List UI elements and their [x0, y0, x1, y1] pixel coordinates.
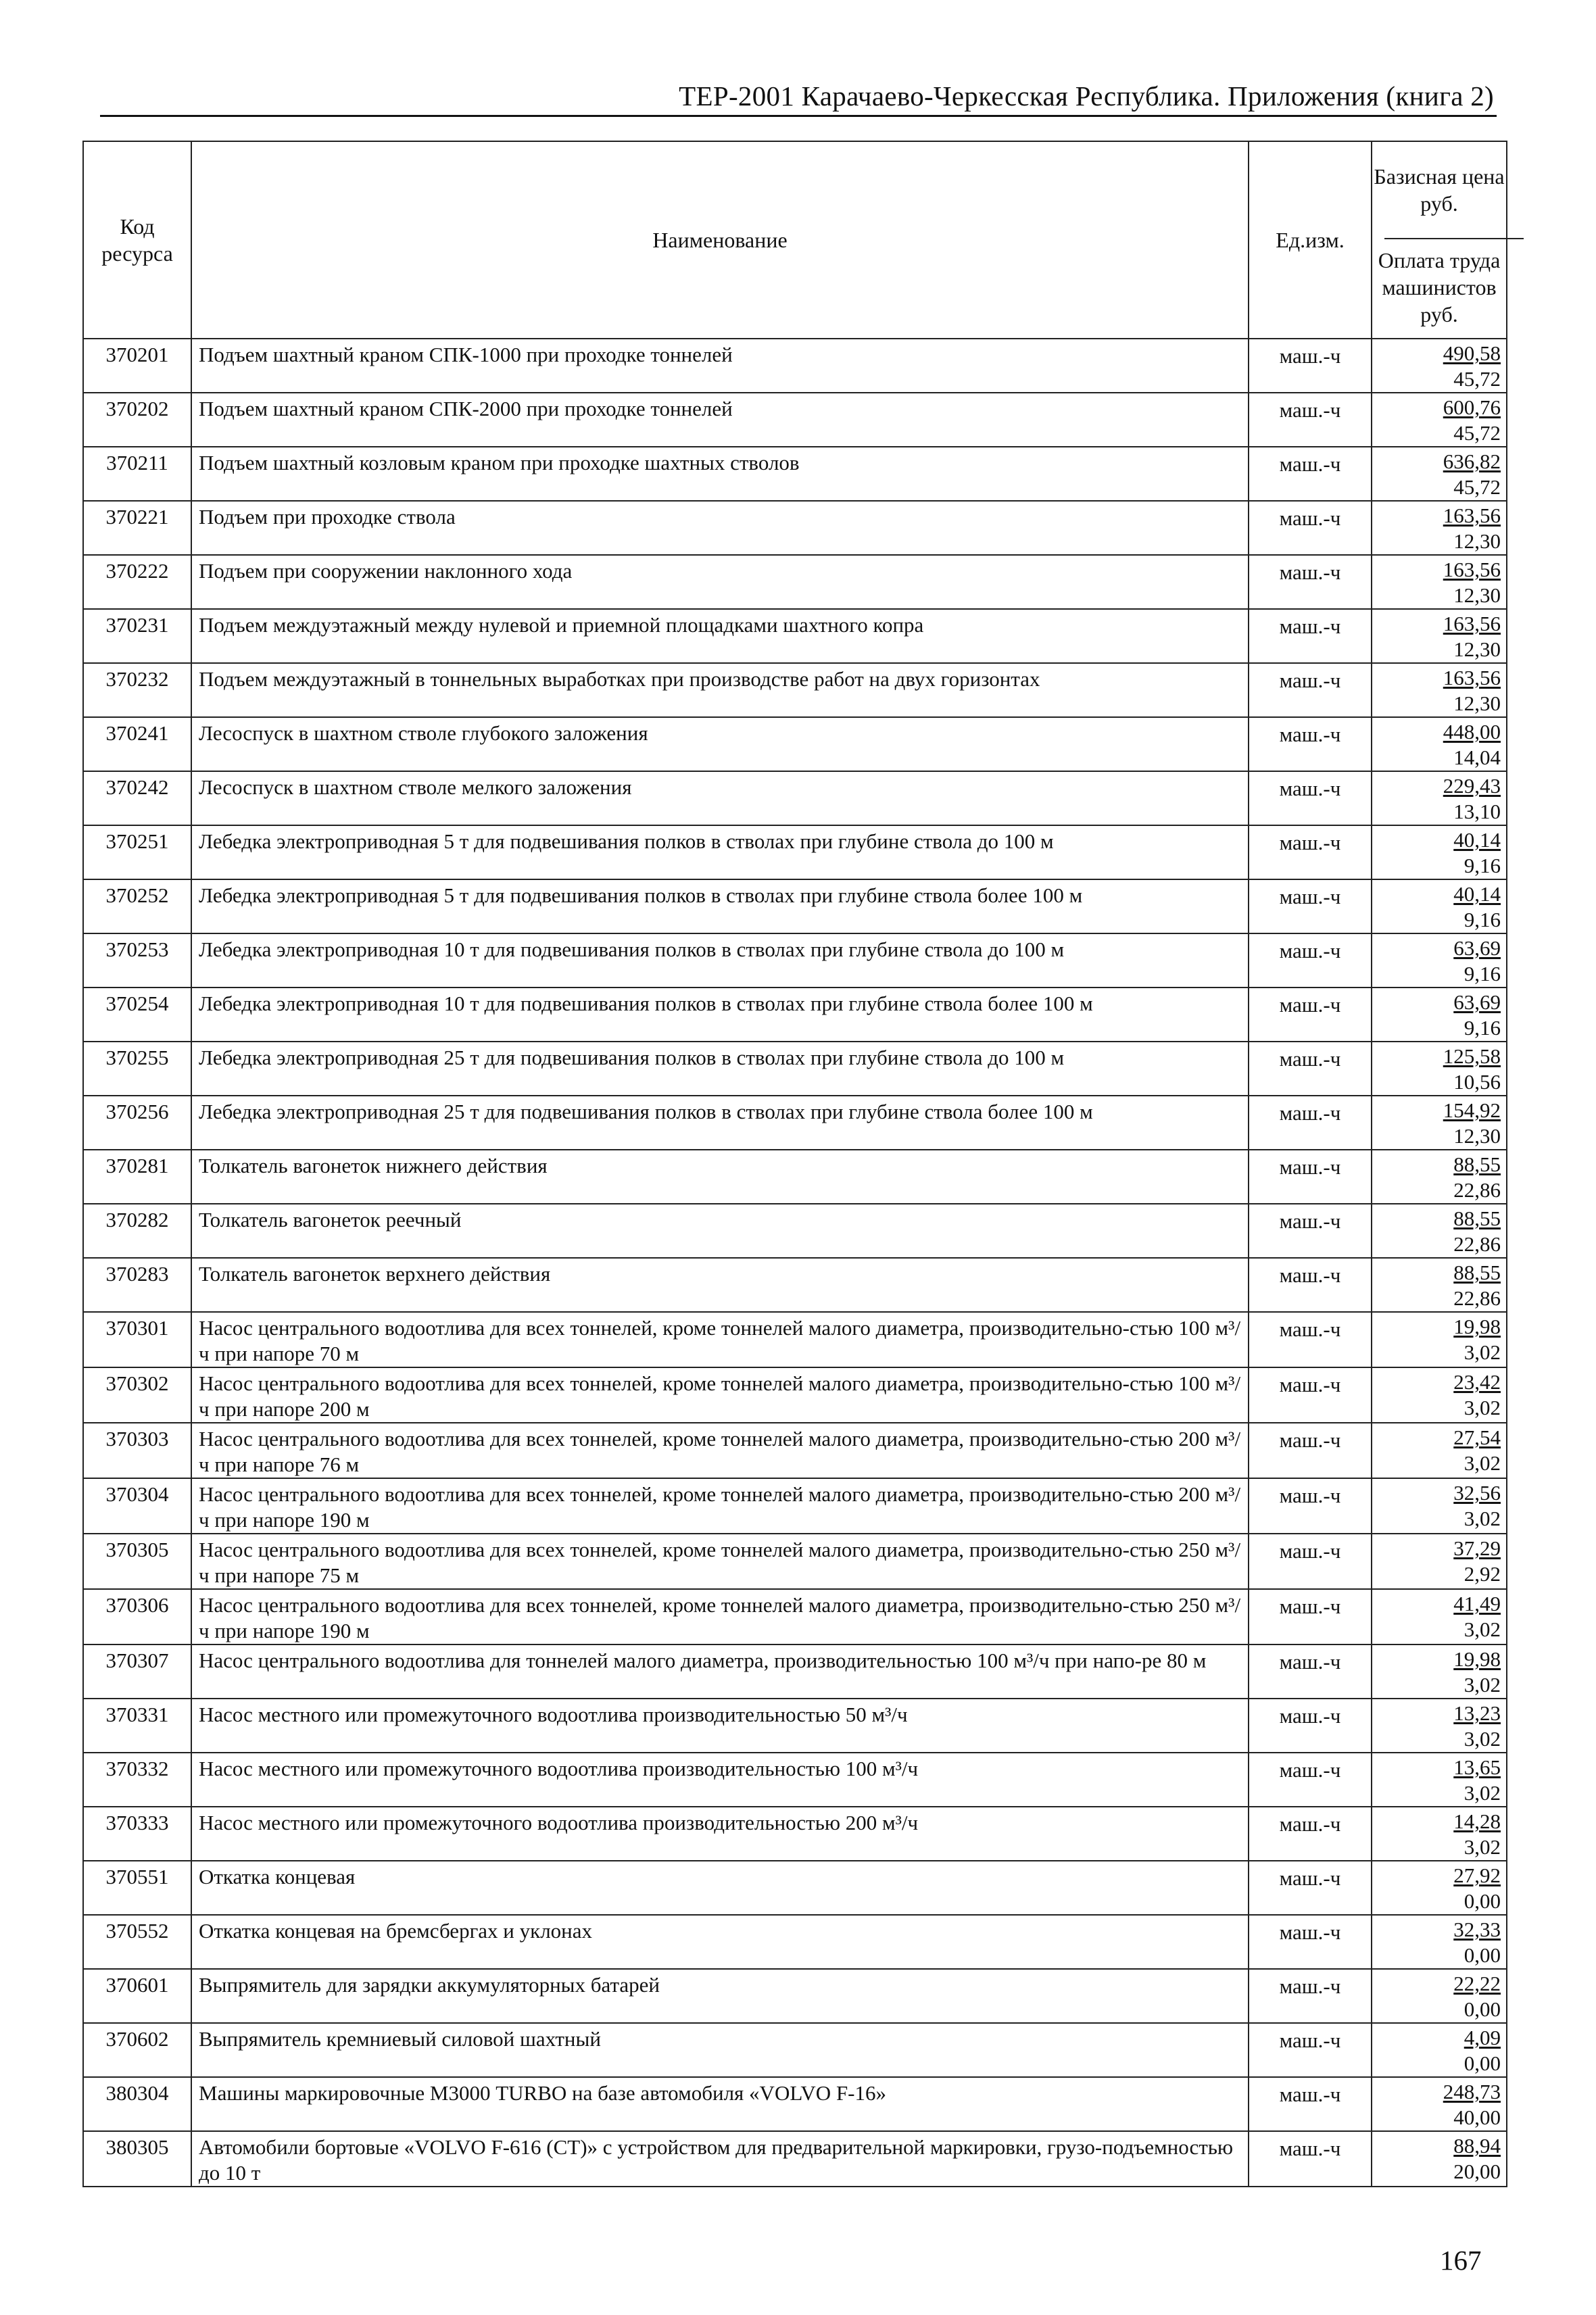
operator-wage: 22,86	[1453, 1286, 1501, 1310]
table-row	[83, 2023, 1507, 2077]
resource-code: 370221	[83, 501, 191, 555]
resource-name: Лебедка электроприводная 10 т для подвешивания полков в стволах при глубине ствола более 100 м	[191, 988, 1249, 1042]
table-row	[83, 447, 1507, 501]
operator-wage: 12,30	[1453, 583, 1501, 607]
operator-wage: 0,00	[1464, 1889, 1501, 1913]
base-price: 163,56	[1443, 612, 1501, 635]
operator-wage: 13,10	[1453, 800, 1501, 823]
resource-code: 370333	[83, 1807, 191, 1861]
resource-price-cell	[1372, 825, 1507, 879]
table-row	[83, 933, 1507, 988]
base-price: 88,55	[1453, 1207, 1501, 1230]
base-price: 88,94	[1453, 2134, 1501, 2158]
resource-unit: маш.-ч	[1249, 1699, 1372, 1753]
table-row	[83, 717, 1507, 771]
table-row	[83, 825, 1507, 879]
resource-unit: маш.-ч	[1249, 447, 1372, 501]
resource-unit: маш.-ч	[1249, 393, 1372, 447]
resource-name: Выпрямитель кремниевый силовой шахтный	[191, 2023, 1249, 2077]
resource-price-cell	[1372, 555, 1507, 609]
resource-code: 370252	[83, 879, 191, 933]
header-price-cell	[1372, 141, 1507, 339]
resource-name: Лесоспуск в шахтном стволе мелкого заложения	[191, 771, 1249, 825]
base-price: 163,56	[1443, 666, 1501, 689]
resource-price-cell	[1372, 1204, 1507, 1258]
resource-price-cell	[1372, 1534, 1507, 1589]
resource-price-cell	[1372, 988, 1507, 1042]
resource-code: 370282	[83, 1204, 191, 1258]
table-body	[83, 339, 1507, 2187]
resource-unit: маш.-ч	[1249, 2023, 1372, 2077]
resource-unit: маш.-ч	[1249, 1042, 1372, 1096]
operator-wage: 20,00	[1453, 2160, 1501, 2183]
operator-wage: 12,30	[1453, 637, 1501, 661]
table-row	[83, 1150, 1507, 1204]
operator-wage: 22,86	[1453, 1232, 1501, 1256]
resource-name: Подъем шахтный козловым краном при проходке шахтных стволов	[191, 447, 1249, 501]
resource-name: Насос центрального водоотлива для тоннелей малого диаметра, производительностью 100 м³/ч при напо-ре 80 м	[191, 1644, 1249, 1699]
base-price: 63,69	[1453, 990, 1501, 1014]
resource-price-cell	[1372, 771, 1507, 825]
resource-price-cell	[1372, 1478, 1507, 1534]
header-unit: Ед.изм.	[1249, 141, 1372, 339]
resource-code: 370602	[83, 2023, 191, 2077]
resource-price-cell	[1372, 1423, 1507, 1478]
resource-code: 370201	[83, 339, 191, 393]
resource-name: Машины маркировочные М3000 TURBO на базе автомобиля «VOLVO F-16»	[191, 2077, 1249, 2131]
resource-name: Лебедка электроприводная 25 т для подвешивания полков в стволах при глубине ствола более 100 м	[191, 1096, 1249, 1150]
resource-name: Выпрямитель для зарядки аккумуляторных батарей	[191, 1969, 1249, 2023]
operator-wage: 3,02	[1464, 1835, 1501, 1859]
resource-code: 370305	[83, 1534, 191, 1589]
resource-price-cell	[1372, 1589, 1507, 1644]
resource-name: Толкатель вагонеток реечный	[191, 1204, 1249, 1258]
operator-wage: 40,00	[1453, 2105, 1501, 2129]
resource-price-cell	[1372, 1915, 1507, 1969]
table-row	[83, 1969, 1507, 2023]
resource-name: Лебедка электроприводная 5 т для подвешивания полков в стволах при глубине ствола до 100 м	[191, 825, 1249, 879]
resource-code: 370601	[83, 1969, 191, 2023]
operator-wage: 0,00	[1464, 1997, 1501, 2021]
table-row	[83, 2131, 1507, 2187]
resource-unit: маш.-ч	[1249, 1150, 1372, 1204]
base-price: 248,73	[1443, 2080, 1501, 2103]
table-row	[83, 1312, 1507, 1367]
base-price: 163,56	[1443, 504, 1501, 527]
operator-wage: 45,72	[1453, 475, 1501, 499]
base-price: 32,56	[1453, 1481, 1501, 1505]
resource-name: Насос центрального водоотлива для всех тоннелей, кроме тоннелей малого диаметра, производительно-стью 100 м³/ч при напоре 200 м	[191, 1367, 1249, 1423]
resource-code: 380305	[83, 2131, 191, 2187]
resource-name: Насос центрального водоотлива для всех тоннелей, кроме тоннелей малого диаметра, производительно-стью 250 м³/ч при напоре 75 м	[191, 1534, 1249, 1589]
operator-wage: 3,02	[1464, 1340, 1501, 1364]
header-price: Базисная цена руб.	[1374, 164, 1505, 216]
table-row	[83, 1915, 1507, 1969]
resource-code: 370552	[83, 1915, 191, 1969]
resource-unit: маш.-ч	[1249, 1478, 1372, 1534]
resource-unit: маш.-ч	[1249, 1753, 1372, 1807]
resource-unit: маш.-ч	[1249, 663, 1372, 717]
base-price: 636,82	[1443, 449, 1501, 473]
resource-name: Насос центрального водоотлива для всех тоннелей, кроме тоннелей малого диаметра, производительно-стью 200 м³/ч при напоре 76 м	[191, 1423, 1249, 1478]
resource-name: Насос местного или промежуточного водоотлива производительностью 200 м³/ч	[191, 1807, 1249, 1861]
resource-name: Насос местного или промежуточного водоотлива производительностью 100 м³/ч	[191, 1753, 1249, 1807]
operator-wage: 9,16	[1464, 908, 1501, 931]
base-price: 4,09	[1464, 2026, 1501, 2049]
resource-code: 370202	[83, 393, 191, 447]
resource-name: Насос центрального водоотлива для всех тоннелей, кроме тоннелей малого диаметра, производительно-стью 100 м³/ч при напоре 70 м	[191, 1312, 1249, 1367]
base-price: 27,92	[1453, 1863, 1501, 1887]
base-price: 19,98	[1453, 1315, 1501, 1338]
resource-unit: маш.-ч	[1249, 609, 1372, 663]
base-price: 448,00	[1443, 720, 1501, 744]
resource-code: 370256	[83, 1096, 191, 1150]
resource-name: Подъем междуэтажный между нулевой и приемной площадками шахтного копра	[191, 609, 1249, 663]
base-price: 14,28	[1453, 1809, 1501, 1833]
resource-unit: маш.-ч	[1249, 1644, 1372, 1699]
resource-unit: маш.-ч	[1249, 988, 1372, 1042]
resource-unit: маш.-ч	[1249, 1861, 1372, 1915]
resource-price-cell	[1372, 1861, 1507, 1915]
resource-name: Насос центрального водоотлива для всех тоннелей, кроме тоннелей малого диаметра, производительно-стью 200 м³/ч при напоре 190 м	[191, 1478, 1249, 1534]
table-row	[83, 609, 1507, 663]
resource-name: Насос центрального водоотлива для всех тоннелей, кроме тоннелей малого диаметра, производительно-стью 250 м³/ч при напоре 190 м	[191, 1589, 1249, 1644]
base-price: 229,43	[1443, 774, 1501, 798]
table-row	[83, 1644, 1507, 1699]
resource-unit: маш.-ч	[1249, 1204, 1372, 1258]
resource-code: 370242	[83, 771, 191, 825]
resource-name: Толкатель вагонеток нижнего действия	[191, 1150, 1249, 1204]
base-price: 13,23	[1453, 1701, 1501, 1725]
resource-price-cell	[1372, 1258, 1507, 1312]
resource-price-cell	[1372, 933, 1507, 988]
table-row	[83, 1699, 1507, 1753]
resource-unit: маш.-ч	[1249, 1367, 1372, 1423]
table-row	[83, 1204, 1507, 1258]
resource-name: Автомобили бортовые «VOLVO F-616 (CT)» с устройством для предварительной маркировки, грузо-подъемностью до 10 т	[191, 2131, 1249, 2187]
operator-wage: 0,00	[1464, 1943, 1501, 1967]
resource-code: 370304	[83, 1478, 191, 1534]
base-price: 154,92	[1443, 1098, 1501, 1122]
operator-wage: 3,02	[1464, 1507, 1501, 1530]
resource-table	[82, 141, 1507, 2187]
operator-wage: 45,72	[1453, 421, 1501, 445]
resource-price-cell	[1372, 1753, 1507, 1807]
resource-price-cell	[1372, 2131, 1507, 2187]
resource-name: Откатка концевая на бремсбергах и уклонах	[191, 1915, 1249, 1969]
header-price-divider	[1384, 238, 1506, 239]
resource-code: 370231	[83, 609, 191, 663]
resource-price-cell	[1372, 717, 1507, 771]
base-price: 600,76	[1443, 395, 1501, 419]
base-price: 63,69	[1453, 936, 1501, 960]
resource-unit: маш.-ч	[1249, 933, 1372, 988]
operator-wage: 12,30	[1453, 1124, 1501, 1148]
resource-unit: маш.-ч	[1249, 1258, 1372, 1312]
resource-price-cell	[1372, 1042, 1507, 1096]
base-price: 490,58	[1443, 341, 1501, 365]
resource-code: 370281	[83, 1150, 191, 1204]
resource-price-cell	[1372, 1096, 1507, 1150]
resource-price-cell	[1372, 1644, 1507, 1699]
resource-price-cell	[1372, 447, 1507, 501]
table-row	[83, 1807, 1507, 1861]
table-row	[83, 1096, 1507, 1150]
base-price: 88,55	[1453, 1261, 1501, 1284]
base-price: 40,14	[1453, 828, 1501, 852]
header-wage: Оплата труда машинистов руб.	[1378, 248, 1501, 326]
resource-price-cell	[1372, 1367, 1507, 1423]
base-price: 32,33	[1453, 1918, 1501, 1941]
resource-name: Подъем междуэтажный в тоннельных выработках при производстве работ на двух горизонтах	[191, 663, 1249, 717]
running-head: ТЕР-2001 Карачаево-Черкесская Республика. Приложения (книга 2)	[679, 80, 1494, 112]
resource-code: 370255	[83, 1042, 191, 1096]
resource-code: 380304	[83, 2077, 191, 2131]
base-price: 23,42	[1453, 1370, 1501, 1394]
resource-code: 370251	[83, 825, 191, 879]
resource-price-cell	[1372, 339, 1507, 393]
resource-unit: маш.-ч	[1249, 825, 1372, 879]
resource-price-cell	[1372, 2023, 1507, 2077]
table-row	[83, 1861, 1507, 1915]
operator-wage: 22,86	[1453, 1178, 1501, 1202]
resource-unit: маш.-ч	[1249, 555, 1372, 609]
resource-unit: маш.-ч	[1249, 2077, 1372, 2131]
resource-name: Подъем шахтный краном СПК-2000 при проходке тоннелей	[191, 393, 1249, 447]
operator-wage: 45,72	[1453, 367, 1501, 391]
resource-price-cell	[1372, 663, 1507, 717]
table-row	[83, 501, 1507, 555]
operator-wage: 3,02	[1464, 1781, 1501, 1805]
resource-name: Подъем шахтный краном СПК-1000 при проходке тоннелей	[191, 339, 1249, 393]
base-price: 40,14	[1453, 882, 1501, 906]
operator-wage: 3,02	[1464, 1727, 1501, 1751]
table-row	[83, 1478, 1507, 1534]
resource-code: 370331	[83, 1699, 191, 1753]
resource-unit: маш.-ч	[1249, 1969, 1372, 2023]
resource-name: Лебедка электроприводная 10 т для подвешивания полков в стволах при глубине ствола до 100 м	[191, 933, 1249, 988]
resource-name: Лесоспуск в шахтном стволе глубокого заложения	[191, 717, 1249, 771]
resource-unit: маш.-ч	[1249, 1423, 1372, 1478]
resource-name: Откатка концевая	[191, 1861, 1249, 1915]
table-row	[83, 988, 1507, 1042]
resource-name: Подъем при проходке ствола	[191, 501, 1249, 555]
operator-wage: 0,00	[1464, 2051, 1501, 2075]
base-price: 41,49	[1453, 1592, 1501, 1615]
resource-unit: маш.-ч	[1249, 501, 1372, 555]
resource-unit: маш.-ч	[1249, 879, 1372, 933]
operator-wage: 3,02	[1464, 1451, 1501, 1475]
operator-wage: 3,02	[1464, 1396, 1501, 1419]
resource-price-cell	[1372, 879, 1507, 933]
base-price: 22,22	[1453, 1972, 1501, 1995]
resource-code: 370332	[83, 1753, 191, 1807]
table-row	[83, 771, 1507, 825]
resource-code: 370283	[83, 1258, 191, 1312]
resource-price-cell	[1372, 1150, 1507, 1204]
operator-wage: 3,02	[1464, 1673, 1501, 1697]
resource-name: Подъем при сооружении наклонного хода	[191, 555, 1249, 609]
table-row	[83, 393, 1507, 447]
table-row	[83, 879, 1507, 933]
resource-price-cell	[1372, 1969, 1507, 2023]
resource-name: Лебедка электроприводная 25 т для подвешивания полков в стволах при глубине ствола до 100 м	[191, 1042, 1249, 1096]
table-row	[83, 1753, 1507, 1807]
table-row	[83, 339, 1507, 393]
resource-code: 370211	[83, 447, 191, 501]
operator-wage: 10,56	[1453, 1070, 1501, 1094]
resource-code: 370253	[83, 933, 191, 988]
resource-code: 370307	[83, 1644, 191, 1699]
table-row	[83, 2077, 1507, 2131]
base-price: 37,29	[1453, 1536, 1501, 1560]
operator-wage: 12,30	[1453, 529, 1501, 553]
base-price: 163,56	[1443, 558, 1501, 581]
operator-wage: 12,30	[1453, 691, 1501, 715]
operator-wage: 9,16	[1464, 962, 1501, 985]
resource-code: 370302	[83, 1367, 191, 1423]
table-row	[83, 1367, 1507, 1423]
resource-code: 370232	[83, 663, 191, 717]
table-row	[83, 1042, 1507, 1096]
operator-wage: 9,16	[1464, 854, 1501, 877]
resource-unit: маш.-ч	[1249, 1589, 1372, 1644]
resource-unit: маш.-ч	[1249, 1807, 1372, 1861]
resource-price-cell	[1372, 393, 1507, 447]
resource-price-cell	[1372, 501, 1507, 555]
resource-price-cell	[1372, 1699, 1507, 1753]
operator-wage: 3,02	[1464, 1617, 1501, 1641]
resource-price-cell	[1372, 1312, 1507, 1367]
header-code: Код ресурса	[83, 141, 191, 339]
operator-wage: 9,16	[1464, 1016, 1501, 1040]
base-price: 27,54	[1453, 1425, 1501, 1449]
table-row	[83, 1258, 1507, 1312]
resource-code: 370254	[83, 988, 191, 1042]
operator-wage: 2,92	[1464, 1562, 1501, 1586]
resource-code: 370222	[83, 555, 191, 609]
resource-unit: маш.-ч	[1249, 339, 1372, 393]
resource-price-cell	[1372, 1807, 1507, 1861]
resource-name: Насос местного или промежуточного водоотлива производительностью 50 м³/ч	[191, 1699, 1249, 1753]
resource-code: 370551	[83, 1861, 191, 1915]
table-row	[83, 1534, 1507, 1589]
resource-unit: маш.-ч	[1249, 1096, 1372, 1150]
resource-unit: маш.-ч	[1249, 717, 1372, 771]
table-row	[83, 663, 1507, 717]
resource-unit: маш.-ч	[1249, 1534, 1372, 1589]
resource-code: 370241	[83, 717, 191, 771]
table-row	[83, 555, 1507, 609]
header-name: Наименование	[191, 141, 1249, 339]
page-number: 167	[1440, 2245, 1482, 2276]
resource-unit: маш.-ч	[1249, 1312, 1372, 1367]
operator-wage: 14,04	[1453, 746, 1501, 769]
table-row	[83, 1589, 1507, 1644]
base-price: 13,65	[1453, 1755, 1501, 1779]
table-row	[83, 1423, 1507, 1478]
resource-unit: маш.-ч	[1249, 2131, 1372, 2187]
base-price: 125,58	[1443, 1044, 1501, 1068]
resource-price-cell	[1372, 2077, 1507, 2131]
table-header-row	[83, 141, 1507, 339]
resource-unit: маш.-ч	[1249, 771, 1372, 825]
header-rule	[100, 115, 1497, 117]
resource-code: 370306	[83, 1589, 191, 1644]
resource-unit: маш.-ч	[1249, 1915, 1372, 1969]
resource-name: Толкатель вагонеток верхнего действия	[191, 1258, 1249, 1312]
base-price: 88,55	[1453, 1152, 1501, 1176]
base-price: 19,98	[1453, 1647, 1501, 1671]
resource-price-cell	[1372, 609, 1507, 663]
resource-code: 370303	[83, 1423, 191, 1478]
resource-name: Лебедка электроприводная 5 т для подвешивания полков в стволах при глубине ствола более 100 м	[191, 879, 1249, 933]
resource-code: 370301	[83, 1312, 191, 1367]
